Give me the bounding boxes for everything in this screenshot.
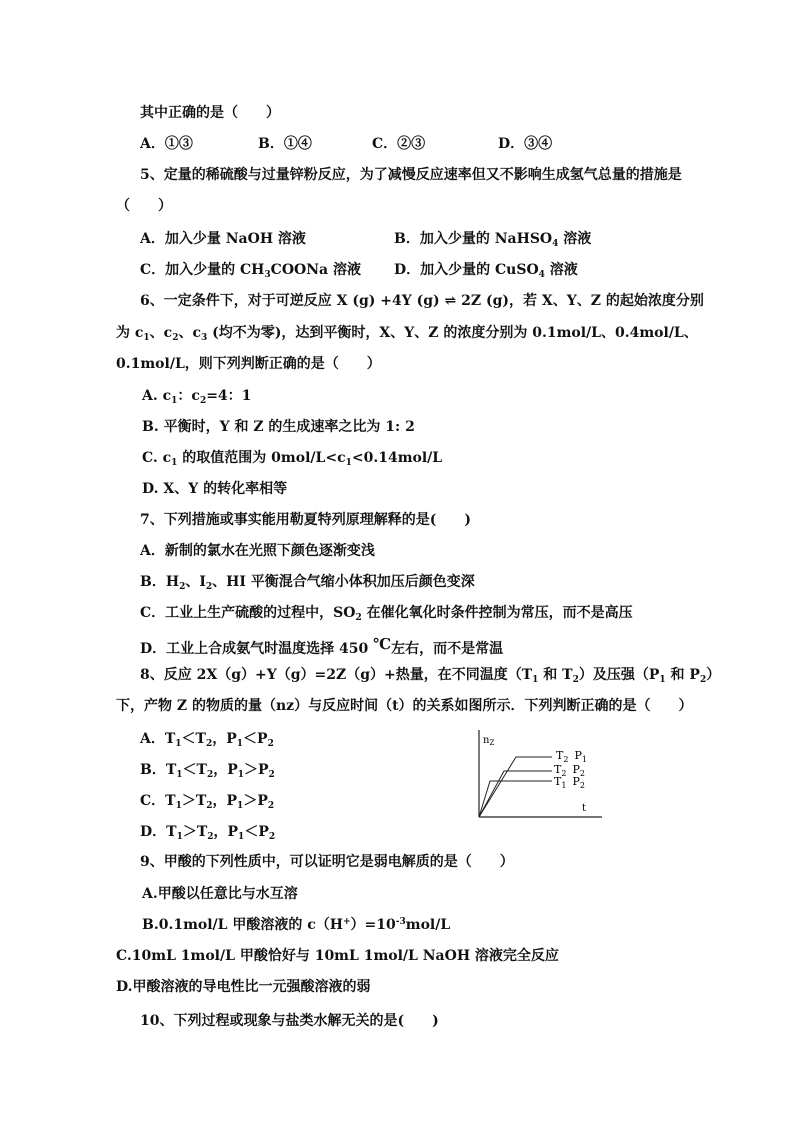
reversible-arrow-icon: ⇌ <box>444 293 457 309</box>
q5-option-b[interactable]: B．加入少量的 NaHSO$_4$ 溶液 <box>394 231 592 249</box>
q9-option-a[interactable]: A.甲酸以任意比与水互溶 <box>142 886 298 902</box>
q8-option-b[interactable]: B．$T_1<T_2$，$P_1>P_2$ <box>140 762 275 780</box>
q5-option-a[interactable]: A．加入少量 NaOH 溶液 <box>140 231 306 247</box>
q8-option-c[interactable]: C．$T_1>T_2$，$P_1>P_2$ <box>140 793 275 811</box>
q4-option-c[interactable]: C．②③ <box>372 136 426 152</box>
curve-t2-p1 <box>479 757 552 817</box>
label-t1-p2: $T_1$ $P_2$ <box>554 775 585 790</box>
q10-stem: 10、下列过程或现象与盐类水解无关的是( ) <box>140 1013 439 1029</box>
q7-stem: 7、下列措施或事实能用勒夏特列原理解释的是( ) <box>140 512 471 528</box>
q6-option-c[interactable]: C. $c_1$ 的取值范围为 $0mol/L<c_1<0.14mol/L$ <box>142 450 443 468</box>
q9-option-b[interactable]: B.0.1mol/L 甲酸溶液的 $c(H^+)=10^{-3}mol/L$ <box>142 917 451 933</box>
q6-option-a[interactable]: A. $c_1$：$c_2=4$：1 <box>142 388 252 406</box>
q8-option-d[interactable]: D．$T_1>T_2$，$P_1<P_2$ <box>140 824 276 842</box>
curve-t2-p2 <box>479 771 552 817</box>
q6-option-b[interactable]: B. 平衡时，Y 和 Z 的生成速率之比为 1: 2 <box>142 419 415 435</box>
q7-option-a[interactable]: A．新制的氯水在光照下颜色逐渐变浅 <box>140 543 375 559</box>
q4-option-a[interactable]: A．①③ <box>140 136 193 152</box>
q9-option-c[interactable]: C.10mL 1mol/L 甲酸恰好与 10mL 1mol/L NaOH 溶液完全反应 <box>116 948 559 964</box>
q7-option-c[interactable]: C．工业上生产硫酸的过程中，$SO_2$ 在催化氧化时条件控制为常压，而不是高压 <box>140 605 633 623</box>
q8-stem-line1: 8、反应 2X（g）+Y（g）=2Z（g）+热量，在不同温度（$T_1$ 和 $T_2$）及压强（$P_1$ 和 $P_2$） <box>140 667 721 685</box>
degree-celsius-icon: ℃ <box>373 635 392 653</box>
q7-option-d[interactable]: D．工业上合成氨气时温度选择 450 ℃左右，而不是常温 <box>140 635 504 657</box>
q8-stem-line2: 下，产物 Z 的物质的量（nz）与反应时间（t）的关系如图所示．下列判断正确的是（ ） <box>116 698 693 714</box>
q5-stem-bracket: （ ） <box>116 198 172 214</box>
q6-stem-line1: 6、一定条件下，对于可逆反应 X (g) +4Y (g) ⇌ 2Z (g)，若 X、Y、Z 的起始浓度分别 <box>140 293 704 309</box>
label-t2-p1: $T_2$ $P_1$ <box>556 749 587 764</box>
q5-stem: 5、定量的稀硫酸与过量锌粉反应，为了减慢反应速率但又不影响生成氢气总量的措施是 <box>140 167 682 183</box>
q4-stem: 其中正确的是（ ） <box>140 105 280 121</box>
q9-stem: 9、甲酸的下列性质中，可以证明它是弱电解质的是（ ） <box>140 854 514 870</box>
q5-option-d[interactable]: D．加入少量的 CuSO$_4$ 溶液 <box>394 262 578 280</box>
q6-stem-line2: 为 $c_1$、$c_2$、$c_3$ (均不为零)，达到平衡时，X、Y、Z 的浓度分别为 0.1mol/L、0.4mol/L、 <box>116 325 698 343</box>
q8-nz-vs-time-graph <box>470 728 606 824</box>
q6-stem-line3: 0.1mol/L，则下列判断正确的是（ ） <box>116 356 381 372</box>
q4-option-b[interactable]: B．①④ <box>258 136 312 152</box>
q8-option-a[interactable]: A．$T_1<T_2$，$P_1<P_2$ <box>140 731 274 749</box>
q6-option-d[interactable]: D. X、Y 的转化率相等 <box>142 481 288 497</box>
q4-option-d[interactable]: D．③④ <box>498 136 553 152</box>
q7-option-b[interactable]: B．$H_2$、$I_2$、HI 平衡混合气缩小体积加压后颜色变深 <box>140 574 475 592</box>
q9-option-d[interactable]: D.甲酸溶液的导电性比一元强酸溶液的弱 <box>116 979 371 995</box>
y-axis-label: $n_Z$ <box>483 735 495 747</box>
label-t2-p2: $T_2$ $P_2$ <box>554 763 585 778</box>
q5-option-c[interactable]: C．加入少量的 $CH_3COONa$ 溶液 <box>140 262 361 280</box>
x-axis-label: t <box>582 803 587 814</box>
